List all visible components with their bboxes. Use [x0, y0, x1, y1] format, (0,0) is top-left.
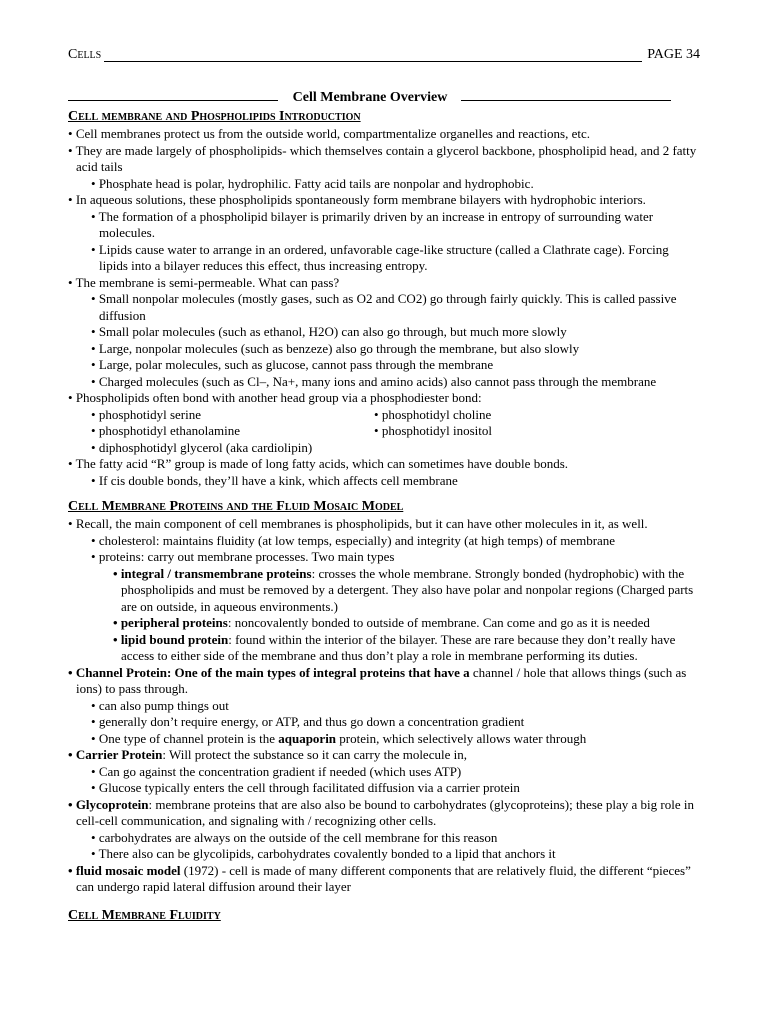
- definition: : found within the interior of the bilayer. These are rare because they don’t really have access to either side of the membrane and thus don’t play a role in membrane performing its duties.: [121, 631, 676, 663]
- definition: : Will protect the substance so it can carry the molecule in,: [162, 747, 467, 762]
- sub-bullet-item: [91, 846, 700, 863]
- bullet-text: Recall, the main component of cell membranes is phospholipids, but it can have other molecules in it, as well.: [75, 516, 648, 531]
- bullet-text: phosphotidyl ethanolamine: [98, 423, 240, 438]
- bullet-item: [68, 516, 700, 533]
- bullet-glyph: •: [91, 780, 96, 795]
- term: Glycoprotein: [75, 796, 149, 812]
- sub-bullet-item: [91, 341, 700, 358]
- bullet-glyph: •: [91, 357, 96, 372]
- bullet-glyph: •: [91, 763, 96, 779]
- bullet-item: [68, 143, 700, 176]
- bullet-glyph: •: [113, 631, 118, 647]
- bullet-text: If cis double bonds, they’ll have a kink, which affects cell membrane: [98, 472, 458, 488]
- bullet-text: Cell membranes protect us from the outside world, compartmentalize organelles and reactions, etc.: [75, 126, 590, 141]
- sub-bullet-item: [91, 533, 700, 550]
- bullet-text: Small polar molecules (such as ethanol, H2O) can also go through, but much more slowly: [98, 324, 567, 339]
- sub-bullet-item: [91, 731, 700, 748]
- bullet-glyph: •: [91, 829, 96, 845]
- sub-bullet-item: [91, 176, 700, 193]
- section-heading: Cell membrane and Phospholipids Introduction: [68, 109, 361, 124]
- term: Channel Protein: One of the main types of integral proteins that have a: [75, 664, 470, 680]
- bullet-text: Large, nonpolar molecules (such as benzeze) also go through the membrane, but also slowly: [98, 340, 580, 356]
- sub-bullet-item: [91, 698, 700, 715]
- bullet-glyph: •: [68, 142, 73, 158]
- bullet-item: [68, 747, 700, 764]
- bullet-glyph: •: [374, 406, 379, 422]
- bullet-glyph: •: [68, 796, 73, 812]
- bullet-text: Can go against the concentration gradient if needed (which uses ATP): [98, 763, 462, 779]
- header-rule: [104, 61, 642, 62]
- bullet-glyph: •: [91, 208, 96, 224]
- definition: : membrane proteins that are also also be bound to carbohydrates (glycoproteins); these play a big role in cell-cell communication, and signaling with / recognizing other cells.: [76, 796, 694, 828]
- bullet-glyph: •: [91, 730, 96, 746]
- bullet-glyph: •: [91, 241, 96, 257]
- bullet-glyph: •: [68, 862, 73, 878]
- sub-bullet-item: [91, 209, 700, 242]
- bullet-glyph: •: [91, 532, 96, 548]
- sub-bullet-item: [374, 423, 682, 440]
- bullet-glyph: •: [91, 439, 96, 455]
- bullet-text: diphosphotidyl glycerol (aka cardiolipin): [98, 439, 313, 455]
- sub-sub-bullet-item: [113, 566, 700, 616]
- bullet-glyph: •: [91, 175, 96, 191]
- bullet-glyph: •: [68, 274, 73, 290]
- bullet-text: phosphotidyl choline: [381, 406, 492, 422]
- sub-bullet-item: [91, 440, 700, 457]
- bullet-glyph: •: [91, 406, 96, 422]
- sub-bullet-item: [91, 242, 700, 275]
- bullet-text: Glucose typically enters the cell through facilitated diffusion via a carrier protein: [98, 780, 520, 795]
- bullet-glyph: •: [91, 373, 96, 389]
- bullet-glyph: •: [91, 291, 96, 306]
- sub-sub-bullet-item: [113, 632, 700, 665]
- bullet-text: The formation of a phospholipid bilayer is primarily driven by an increase in entropy of surrounding water molecules.: [98, 208, 654, 240]
- bullet-item: [68, 456, 700, 473]
- sub-bullet-item: [91, 324, 700, 341]
- bullet-glyph: •: [68, 664, 73, 680]
- title-rule-right: [461, 100, 671, 101]
- sub-bullet-item: [91, 291, 700, 324]
- bullet-glyph: •: [91, 697, 96, 713]
- sub-bullet-item: [91, 423, 374, 440]
- bullet-text: Small nonpolar molecules (mostly gases, such as O2 and CO2) go through fairly quickly. This is called passive diffusion: [98, 291, 677, 323]
- bullet-item: [68, 275, 700, 292]
- bullet-item: [68, 126, 700, 143]
- bullet-glyph: •: [113, 565, 118, 581]
- definition: (1972) - cell is made of many different components that are relatively fluid, the different “pieces” can undergo rapid lateral diffusion around their layer: [76, 862, 691, 894]
- bullet-text: Phospholipids often bond with another head group via a phosphodiester bond:: [75, 390, 482, 405]
- term: aquaporin: [278, 730, 337, 746]
- sub-bullet-item: [91, 473, 700, 490]
- definition: channel / hole that allows things (such as ions) to pass through.: [76, 664, 687, 696]
- sub-bullet-item: [91, 764, 700, 781]
- bullet-glyph: •: [68, 192, 73, 207]
- term: lipid bound protein: [120, 631, 229, 647]
- bullet-text: Phosphate head is polar, hydrophilic. Fatty acid tails are nonpolar and hydrophobic.: [98, 175, 534, 191]
- sub-bullet-item: [91, 357, 700, 374]
- bullet-item: [68, 192, 700, 209]
- bullet-glyph: •: [91, 714, 96, 729]
- sub-bullet-item: [91, 714, 700, 731]
- bullet-text: They are made largely of phospholipids- which themselves contain a glycerol backbone, phospholipid head, and 2 fatty acid tails: [75, 142, 697, 174]
- bullet-glyph: •: [68, 516, 73, 531]
- bullet-glyph: •: [68, 390, 73, 405]
- bullet-item: [68, 390, 700, 407]
- sub-bullet-item: [91, 780, 700, 797]
- bullet-glyph: •: [91, 340, 96, 356]
- term: Carrier Protein: [75, 747, 163, 762]
- running-header: [68, 44, 700, 64]
- bullet-glyph: •: [91, 324, 96, 339]
- bullet-text: The fatty acid “R” group is made of long fatty acids, which can sometimes have double bonds.: [75, 456, 568, 471]
- bullet-text: phosphotidyl serine: [98, 406, 201, 422]
- header-section-title: Cells: [68, 46, 102, 62]
- term: integral / transmembrane proteins: [120, 565, 312, 581]
- bullet-glyph: •: [91, 549, 96, 564]
- header-page-number: PAGE 34: [647, 46, 700, 62]
- bullet-text: The membrane is semi-permeable. What can pass?: [75, 274, 340, 290]
- bullet-text: Large, polar molecules, such as glucose, cannot pass through the membrane: [98, 357, 494, 372]
- bullet-item: [68, 863, 700, 896]
- term: peripheral proteins: [120, 615, 228, 630]
- section-heading: Cell Membrane Fluidity: [68, 907, 221, 923]
- bullet-glyph: •: [68, 456, 73, 471]
- term: fluid mosaic model: [75, 862, 181, 878]
- bullet-glyph: •: [374, 423, 379, 438]
- bullet-glyph: •: [91, 423, 96, 438]
- bullet-glyph: •: [91, 472, 96, 488]
- bullet-glyph: •: [113, 615, 118, 630]
- bullet-text: phosphotidyl inositol: [381, 423, 492, 438]
- bullet-text: cholesterol: maintains fluidity (at low temps, especially) and integrity (at high temps) of membrane: [98, 532, 616, 548]
- page-title: Cell Membrane Overview: [292, 90, 448, 105]
- bullet-text: carbohydrates are always on the outside of the cell membrane for this reason: [98, 829, 498, 845]
- sub-bullet-item: [91, 549, 700, 566]
- head-group-list-row: [91, 423, 700, 440]
- definition: : noncovalently bonded to outside of membrane. Can come and go as it is needed: [227, 615, 650, 630]
- bullet-item: [68, 797, 700, 830]
- section-heading: Cell Membrane Proteins and the Fluid Mosaic Model: [68, 499, 404, 514]
- bullet-text: can also pump things out: [98, 697, 229, 713]
- sub-sub-bullet-item: [113, 615, 700, 632]
- sub-bullet-item: [91, 407, 374, 424]
- bullet-glyph: •: [91, 846, 96, 861]
- document-body: [68, 109, 700, 925]
- sub-bullet-item: [374, 407, 682, 424]
- bullet-text: protein, which selectively allows water through: [336, 730, 587, 746]
- bullet-text: There also can be glycolipids, carbohydrates covalently bonded to a lipid that anchors it: [98, 846, 556, 861]
- definition: : crosses the whole membrane. Strongly bonded (hydrophobic) with the phospholipids and must be removed by a detergent. They also have polar and nonpolar regions (Charged parts are on outside, in aqueous environments.): [121, 565, 694, 614]
- sub-bullet-item: [91, 830, 700, 847]
- sub-bullet-item: [91, 374, 700, 391]
- bullet-text: Charged molecules (such as Cl–, Na+, many ions and amino acids) also cannot pass through the membrane: [98, 373, 657, 389]
- bullet-text: Lipids cause water to arrange in an ordered, unfavorable cage-like structure (called a Clathrate cage). Forcing lipids into a bilayer reduces this effect, thus increasing entropy.: [98, 241, 669, 273]
- title-rule-left: [68, 100, 278, 101]
- bullet-text: One type of channel protein is the: [98, 730, 279, 746]
- bullet-text: generally don’t require energy, or ATP, and thus go down a concentration gradient: [98, 714, 525, 729]
- bullet-text: proteins: carry out membrane processes. Two main types: [98, 549, 395, 564]
- bullet-text: In aqueous solutions, these phospholipids spontaneously form membrane bilayers with hydrophobic interiors.: [75, 192, 646, 207]
- head-group-list-row: [91, 407, 700, 424]
- bullet-glyph: •: [68, 126, 73, 141]
- page-title-row: [68, 90, 672, 108]
- bullet-glyph: •: [68, 747, 73, 762]
- bullet-item: [68, 665, 700, 698]
